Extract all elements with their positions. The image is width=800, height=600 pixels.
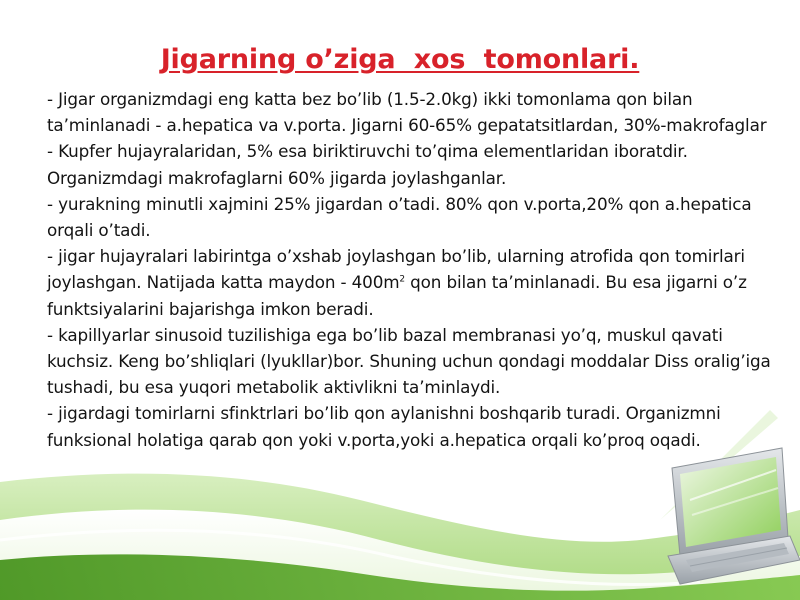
slide-title: Jigarning o’ziga xos tomonlari.	[160, 44, 640, 75]
superscript-square: 2	[399, 274, 405, 285]
laptop-icon	[668, 448, 800, 584]
paragraph-hepatocytes-text-after: qon bilan ta’minlanadi. Bu esa jigarni o’z funktsiyalarini bajarishga imkon beradi.	[47, 272, 747, 319]
paragraph-hepatocytes-text-before: - jigar hujayralari labirintga o’xshab joylashgan bo’lib, ularning atrofida qon tomirlari joylashgan. Natijada katta maydon - 400m	[47, 246, 745, 293]
paragraph-liver-overview: - Jigar organizmdagi eng katta bez bo’lib (1.5-2.0kg) ikki tomonlama qon bilan ta’minlanadi - a.hepatica va v.porta. Jigarni 60-65% gepatatsitlardan, 30%-makrofaglar - Kupfer hujayralaridan, 5% esa biriktiruvchi to’qima elementlaridan iboratdir. Organizmdagi makrofaglarni 60% jigarda joylashganlar.	[47, 89, 767, 188]
paragraph-capillaries: - kapillyarlar sinusoid tuzilishiga ega bo’lib bazal membranasi yo’q, muskul qavati kuchsiz. Keng bo’shliqlari (lyukllar)bor. Shuning uchun qondagi moddalar Diss oralig’iga tushadi, bu esa yuqori metabolik aktivlikni ta’minlaydi.	[47, 324, 771, 398]
paragraph-cardiac-output: - yurakning minutli xajmini 25% jigardan o’tadi. 80% qon v.porta,20% qon a.hepatica orqali o’tadi.	[47, 193, 752, 241]
paragraph-sphincters: - jigardagi tomirlarni sfinktrlari bo’lib qon aylanishni boshqarib turadi. Organizmni funksional holatiga qarab qon yoki v.porta,yoki a.hepatica orqali ko’proq oqadi.	[47, 403, 721, 450]
paragraph-hepatocytes	[47, 243, 777, 322]
body-text	[47, 86, 777, 453]
